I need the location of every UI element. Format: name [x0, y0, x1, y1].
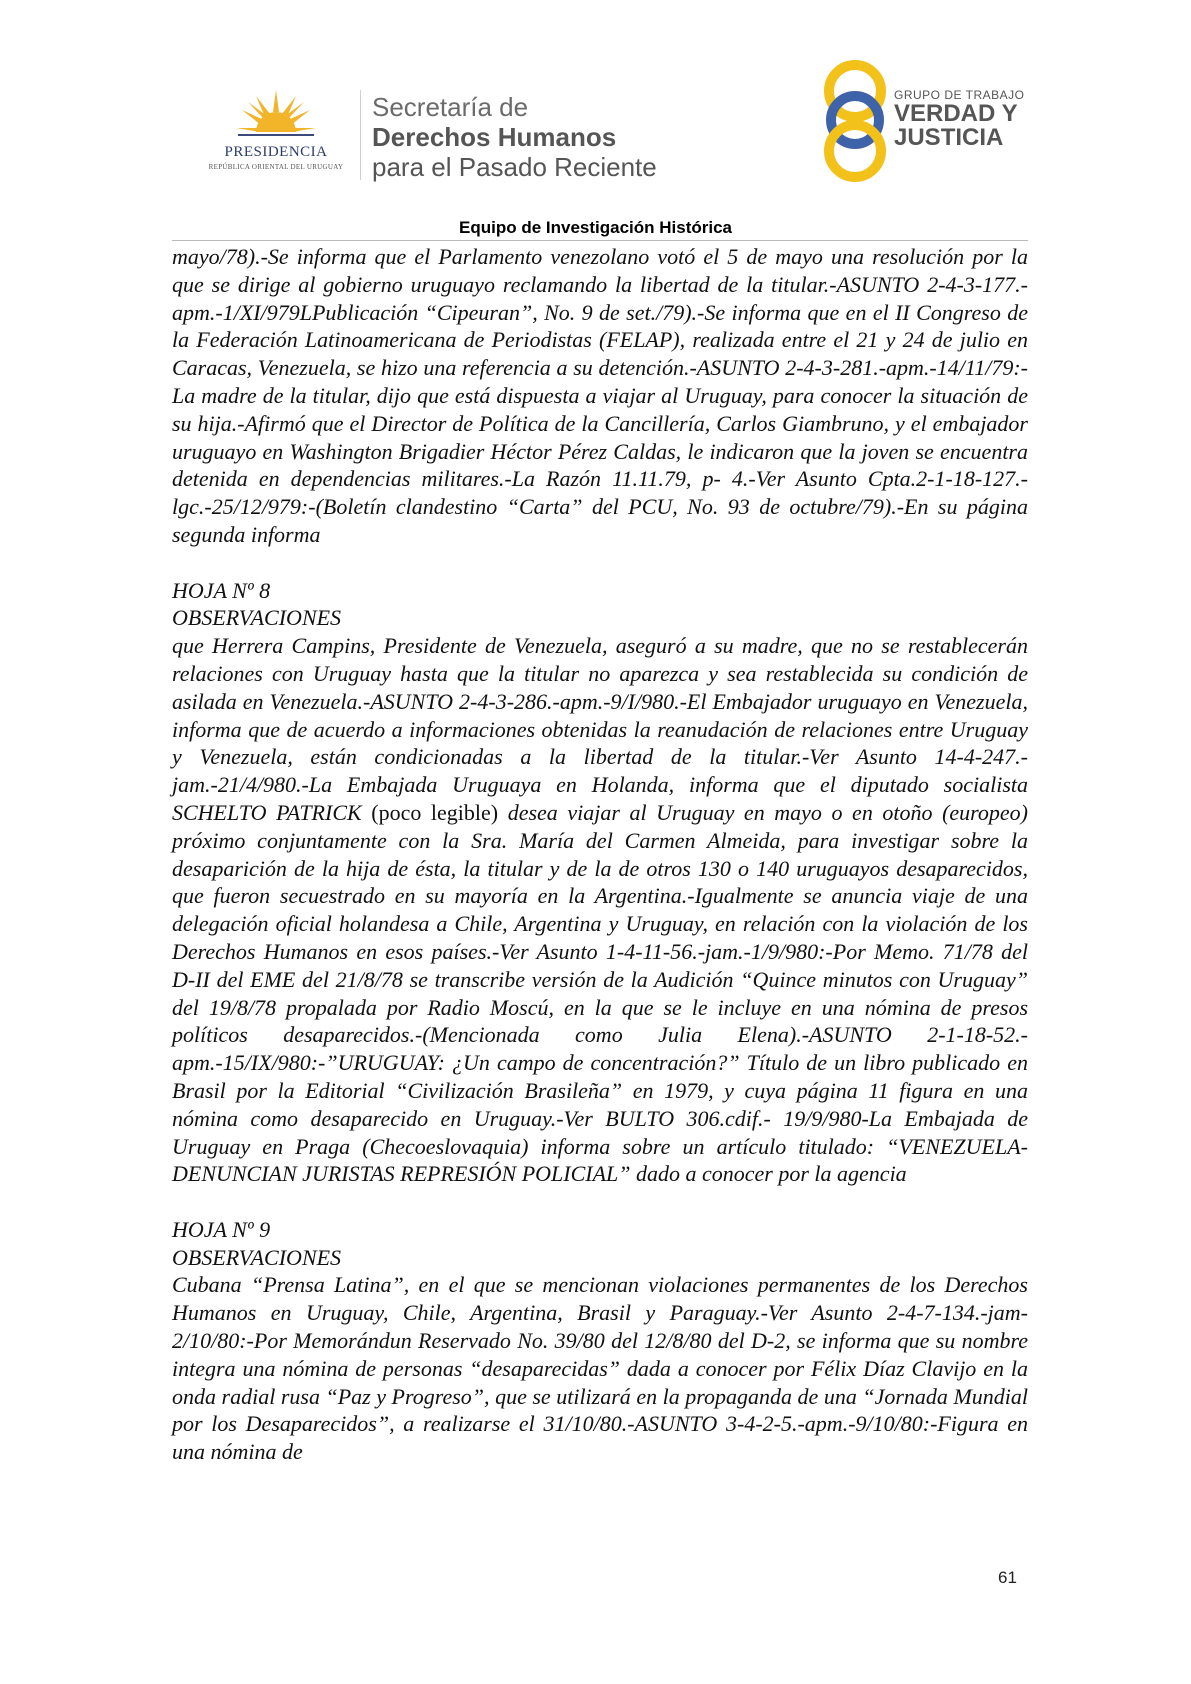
rings-icon [820, 56, 890, 186]
paragraph-2 [172, 632, 1028, 1188]
paragraph-2-part-c: desea viajar al Uruguay en mayo o en otoño (europeo) próximo conjuntamente con la Sra. María del Carmen Almeida, para investigar sobre la desaparición de la hija de ésta, la titular y de la de otros 130 o 140 uruguayos desaparecidos, que fueron secuestrado en su mayoría en la Argentina.-Igualmente se anuncia viaje de una delegación oficial holandesa a Chile, Argentina y Uruguay, en relación con la violación de los Derechos Humanos en esos países.-Ver Asunto 1-4-11-56.-jam.-1/9/980:-Por Memo. 71/78 del D-II del EME del 21/8/78 se transcribe versión de la Audición “Quince minutos con Uruguay” del 19/8/78 propalada por Radio Moscú, en la que se le incluye en una nómina de presos políticos desaparecidos.-(Mencionada como Julia Elena).-ASUNTO 2-1-18-52.-apm.-15/IX/980:-”URUGUAY: ¿Un campo de concentración?” Título de un libro publicado en Brasil por la Editorial “Civilización Brasileña” en 1979, y cuya página 11 figura en una nómina como desaparecido en Uruguay.-Ver BULTO 306.cdif.- 19/9/980-La Embajada de Uruguay en Praga (Checoeslovaquia) informa sobre un artículo titulado: “VENEZUELA-DENUNCIAN JURISTAS REPRESIÓN POLICIAL” dado a conocer por la agencia [172, 799, 1029, 1187]
secretaria-line3: para el Pasado Reciente [372, 152, 657, 182]
spacer [172, 549, 1028, 577]
secretaria-line2: Derechos Humanos [372, 122, 617, 152]
illegible-note: (poco legible) [371, 799, 499, 825]
header-divider [360, 90, 361, 180]
hoja-9-heading: HOJA Nº 9 [172, 1216, 271, 1242]
paragraph-1: mayo/78).-Se informa que el Parlamento venezolano votó el 5 de mayo una resolución por la que se dirige al gobierno uruguayo reclamando la libertad de la titular.-ASUNTO 2-4-3-177.-apm.-1/XI/979LPublicación “Cipeuran”, No. 9 de set./79).-Se informa que en el II Congreso de la Federación Latinoamericana de Periodistas (FELAP), realizada entre el 21 y 24 de julio en Caracas, Venezuela, se hizo una referencia a su detención.-ASUNTO 2-4-3-281.-apm.-14/11/79:-La madre de la titular, dijo que está dispuesta a viajar al Uruguay, para conocer la situación de su hija.-Afirmó que el Director de Política de la Cancillería, Carlos Giambruno, y el embajador uruguayo en Washington Brigadier Héctor Pérez Caldas, le indicaron que la joven se encuentra detenida en dependencias militares.-La Razón 11.11.79, p- 4.-Ver Asunto Cpta.2-1-18-127.-lgc.-25/12/979:-(Boletín clandestino “Carta” del PCU, No. 93 de octubre/79).-En su página segunda informa [172, 244, 1028, 547]
team-title: Equipo de Investigación Histórica [459, 218, 732, 237]
hoja-8-heading: HOJA Nº 8 [172, 577, 271, 603]
grupo-line1: GRUPO DE TRABAJO [894, 88, 1025, 102]
paragraph-3: Cubana “Prensa Latina”, en el que se mencionan violaciones permanentes de los Derechos Humanos en Uruguay, Chile, Argentina, Brasil y Paraguay.-Ver Asunto 2-4-7-134.-jam- 2/10/80:-Por Memorándun Reservado No. 39/80 del 12/8/80 del D-2, se informa que su nombre integra una nómina de personas “desaparecidas” dada a conocer por Félix Díaz Clavijo en la onda radial rusa “Paz y Progreso”, que se utilizará en la propaganda de una “Jornada Mundial por los Desaparecidos”, a realizarse el 31/10/80.-ASUNTO 3-4-2-5.-apm.-9/10/80:-Figura en una nómina de [172, 1272, 1028, 1465]
observaciones-9-heading: OBSERVACIONES [172, 1244, 342, 1270]
grupo-line2: VERDAD Y [894, 100, 1018, 127]
presidencia-subtitle: REPÚBLICA ORIENTAL DEL URUGUAY [208, 163, 344, 171]
page-number: 61 [998, 1568, 1017, 1587]
presidencia-logo [196, 82, 356, 182]
verdad-justicia-text [894, 88, 1024, 150]
page-header [0, 0, 1191, 237]
sun-icon [234, 82, 318, 144]
header-rule [172, 240, 1028, 241]
spacer [172, 1188, 1028, 1216]
grupo-line3: JUSTICIA [894, 124, 1004, 151]
secretaria-logo [372, 92, 657, 182]
presidencia-name: PRESIDENCIA [224, 144, 328, 160]
document-body [172, 243, 1028, 1466]
verdad-justicia-logo [820, 56, 1040, 186]
paragraph-2-part-a: que Herrera Campins, Presidente de Venezuela, aseguró a su madre, que no se restablecerán relaciones con Uruguay hasta que la titular no aparezca y sea restablecida su condición de asilada en Venezuela.-ASUNTO 2-4-3-286.-apm.-9/I/980.-El Embajador uruguayo en Venezuela, informa que de acuerdo a informaciones obtenidas la reanudación de relaciones entre Uruguay y Venezuela, están condicionadas a la libertad de la titular.-Ver Asunto 14-4-247.-jam.-21/4/980.-La Embajada Uruguaya en Holanda, informa que el diputado socialista SCHELTO PATRICK [172, 633, 1028, 825]
secretaria-line1: Secretaría de [372, 92, 529, 122]
observaciones-8-heading: OBSERVACIONES [172, 605, 342, 631]
